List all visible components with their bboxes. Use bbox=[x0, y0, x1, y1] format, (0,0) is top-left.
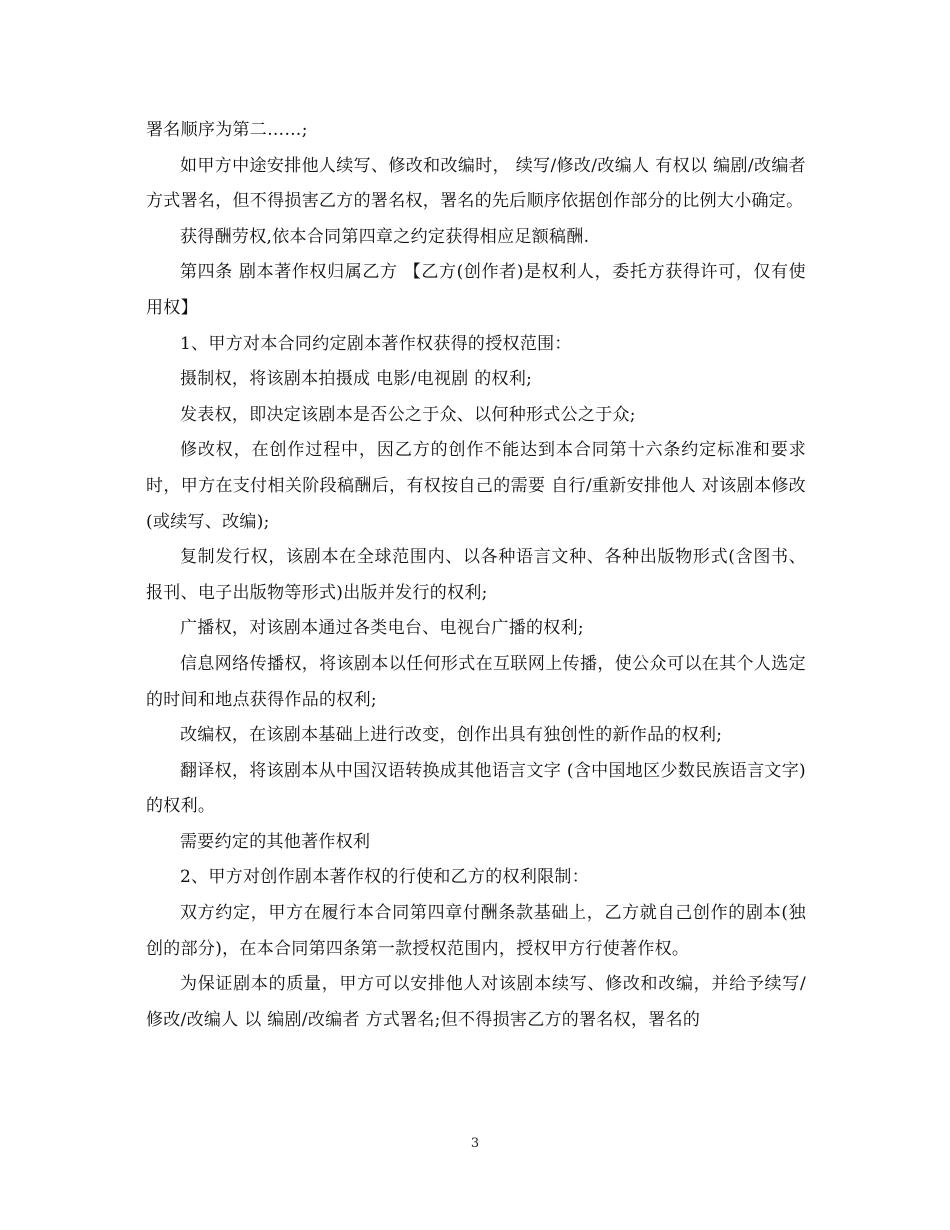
page-number: 3 bbox=[470, 1136, 480, 1151]
paragraph: 双方约定，甲方在履行本合同第四章付酬条款基础上，乙方就自己创作的剧本(独创的部分)，在本合同第四条第一款授权范围内，授权甲方行使著作权。 bbox=[146, 903, 806, 959]
paragraph: 翻译权，将该剧本从中国汉语转换成其他语言文字 (含中国地区少数民族语言文字)的权利。 bbox=[146, 760, 806, 817]
paragraph: 信息网络传播权，将该剧本以任何形式在互联网上传播，使公众可以在其个人选定的时间和地点获得作品的权利; bbox=[146, 653, 806, 710]
paragraph: 修改权，在创作过程中，因乙方的创作不能达到本合同第十六条约定标准和要求时，甲方在支付相关阶段稿酬后，有权按自己的需要 自行/重新安排他人 对该剧本修改(或续写、改编); bbox=[146, 440, 806, 532]
paragraph: 2、甲方对创作剧本著作权的行使和乙方的权利限制： bbox=[180, 867, 590, 888]
paragraph: 为保证剧本的质量，甲方可以安排他人对该剧本续写、修改和改编，并给予续写/修改/改编人 以 编剧/改编者 方式署名;但不得损害乙方的署名权，署名的 bbox=[146, 974, 806, 1030]
paragraph: 如甲方中途安排他人续写、修改和改编时， 续写/修改/改编人 有权以 编剧/改编者 方式署名，但不得损害乙方的署名权，署名的先后顺序依据创作部分的比例大小确定。 bbox=[146, 155, 806, 212]
paragraph: 第四条 剧本著作权归属乙方 【乙方(创作者)是权利人，委托方获得许可，仅有使用权】 bbox=[146, 262, 806, 318]
paragraph: 改编权，在该剧本基础上进行改变，创作出具有独创性的新作品的权利; bbox=[180, 725, 723, 746]
paragraph: 需要约定的其他著作权利 bbox=[180, 831, 371, 852]
paragraph: 摄制权，将该剧本拍摄成 电影/电视剧 的权利; bbox=[180, 369, 533, 390]
paragraph: 1、甲方对本合同约定剧本著作权获得的授权范围： bbox=[180, 333, 572, 354]
document-body bbox=[146, 113, 806, 1038]
paragraph: 署名顺序为第二……; bbox=[146, 120, 308, 140]
paragraph: 复制发行权，该剧本在全球范围内、以各种语言文种、各种出版物形式(含图书、报刊、电子出版物等形式)出版并发行的权利; bbox=[146, 547, 806, 603]
paragraph: 广播权，对该剧本通过各类电台、电视台广播的权利; bbox=[180, 618, 584, 639]
paragraph: 发表权，即决定该剧本是否公之于众、以何种形式公之于众; bbox=[180, 404, 636, 425]
paragraph: 获得酬劳权,依本合同第四章之约定获得相应足额稿酬. bbox=[180, 226, 590, 247]
